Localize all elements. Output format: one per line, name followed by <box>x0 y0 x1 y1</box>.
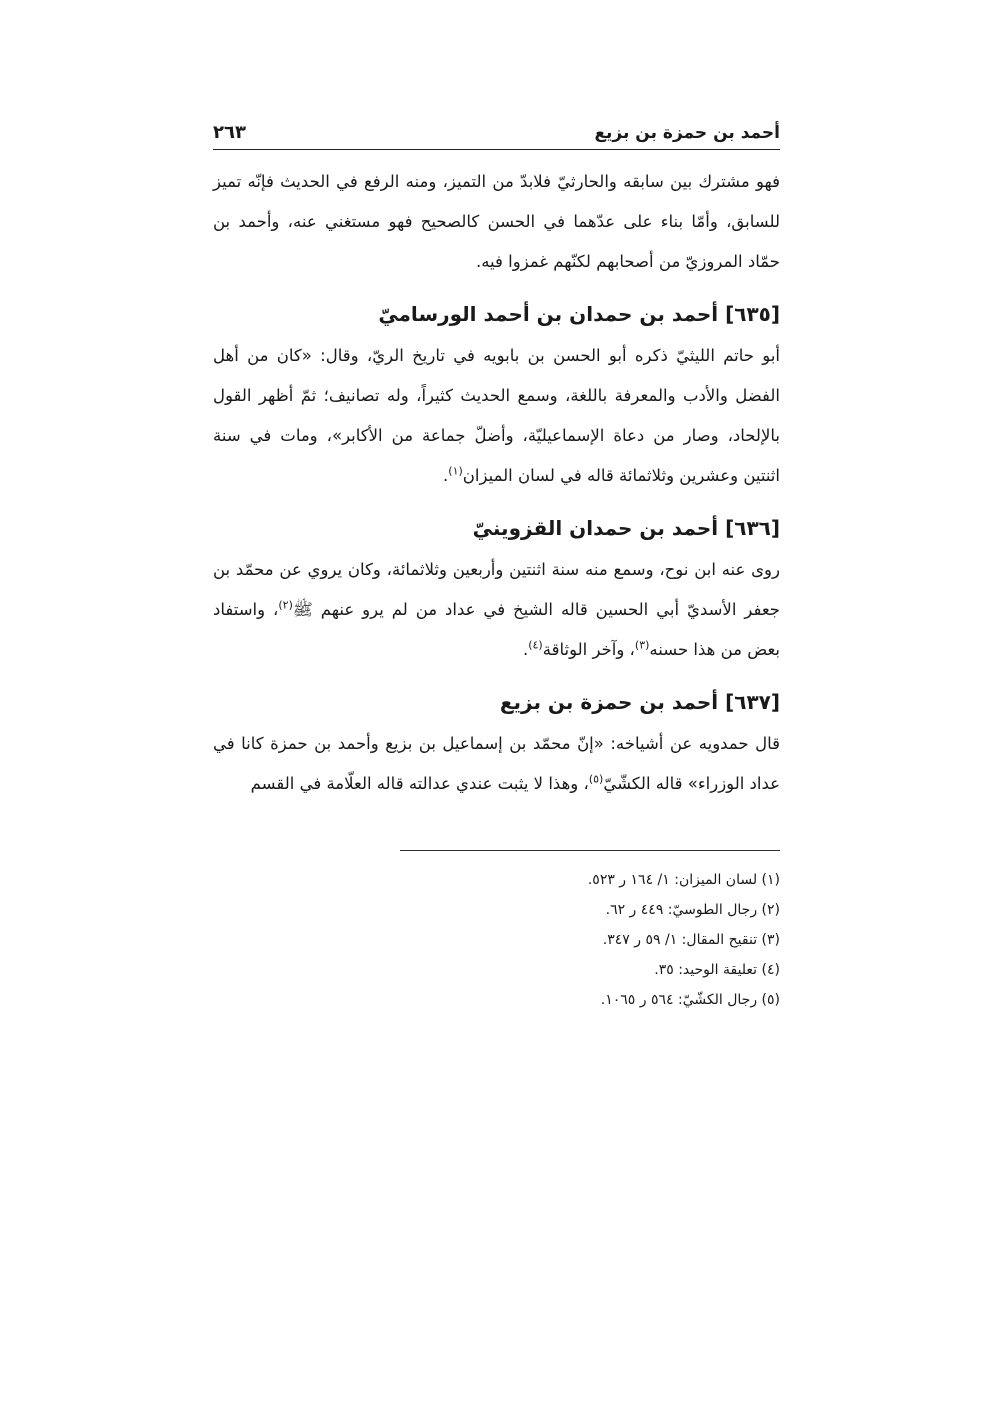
entry-637 <box>213 682 780 804</box>
entry-text <box>213 550 780 670</box>
entry-text <box>213 336 780 496</box>
entry-text-part-c: ، وآخر الوثاقة <box>542 640 635 659</box>
entry-text-body: أبو حاتم الليثيّ ذكره أبو الحسن بن بابويه في تاريخ الريّ، وقال: «كان من أهل الفضل والأدب والمعرفة باللغة، وسمع الحديث كثيراً، وله تصانيف؛ ثمّ أظهر القول بالإلحاد، وصار من دعاة الإسماعيليّة، وأضلّ جماعة من الأكابر»، ومات في سنة اثنتين وعشرين وثلاثمائة قاله في لسان الميزان <box>213 346 780 485</box>
entry-heading: [٦٣٥] أحمد بن حمدان بن أحمد الورساميّ <box>378 302 780 326</box>
entry-heading: [٦٣٧] أحمد بن حمزة بن بزيع <box>499 690 780 714</box>
entry-text-tail: . <box>443 466 449 485</box>
page-number: ٢٦٣ <box>213 122 246 143</box>
entry-635 <box>213 294 780 496</box>
book-page <box>213 110 780 1015</box>
footnote-marker[interactable]: (٤) <box>528 638 543 652</box>
entry-636 <box>213 508 780 670</box>
entry-heading: [٦٣٦] أحمد بن حمدان القزوينيّ <box>472 516 780 540</box>
footnote-item: (٢) رجال الطوسيّ: ٤٤٩ ر ٦٢. <box>605 902 780 918</box>
footnote-divider <box>400 850 780 851</box>
entry-text-part-a: قال حمدويه عن أشياخه: «إنّ محمّد بن إسماعيل بن بزيع وأحمد بن حمزة كانا في عداد الوزراء» قاله الكشّيّ <box>213 734 780 793</box>
entry-text-part-a: روى عنه ابن نوح، وسمع منه سنة اثنتين وأربعين وثلاثمائة، وكان يروي عن محمّد بن جعفر الأسديّ أبي الحسين قاله الشيخ في عداد من لم يرو عنهم ﷺ <box>213 560 780 619</box>
footnote-marker[interactable]: (٢) <box>278 598 293 612</box>
running-title: أحمد بن حمزة بن بزيع <box>594 123 780 143</box>
footnote-item: (٤) تعليقة الوحيد: ٣٥. <box>654 962 780 978</box>
footnotes-list <box>213 865 780 1015</box>
footnote-marker[interactable]: (٥) <box>588 772 604 786</box>
footnote-item: (٥) رجال الكشّيّ: ٥٦٤ ر ١٠٦٥. <box>600 992 780 1008</box>
entry-text-part-b: ، وهذا لا يثبت عندي عدالته قاله العلّامة في القسم <box>250 774 589 793</box>
entry-text-tail: . <box>522 640 529 659</box>
intro-paragraph: فهو مشترك بين سابقه والحارثيّ فلابدّ من التميز، ومنه الرفع في الحديث فإنّه تميز للسابق، وأمّا بناء على عدّهما في الحسن كالصحيح فهو مستغني عنه، وأحمد بن حمّاد المروزيّ من أصحابهم لكنّهم غمزوا فيه. <box>213 172 780 271</box>
footnote-marker[interactable]: (٣) <box>634 638 650 652</box>
entry-text <box>213 724 780 804</box>
footnote-marker[interactable]: (١) <box>448 464 463 478</box>
footnote-item: (٣) تنقيح المقال: ١/ ٥٩ ر ٣٤٧. <box>602 932 780 948</box>
footnote-item: (١) لسان الميزان: ١/ ١٦٤ ر ٥٢٣. <box>587 872 780 888</box>
running-header <box>213 110 780 150</box>
entry-text-part-b: ، واستفاد بعض من هذا حسنه <box>213 600 780 659</box>
